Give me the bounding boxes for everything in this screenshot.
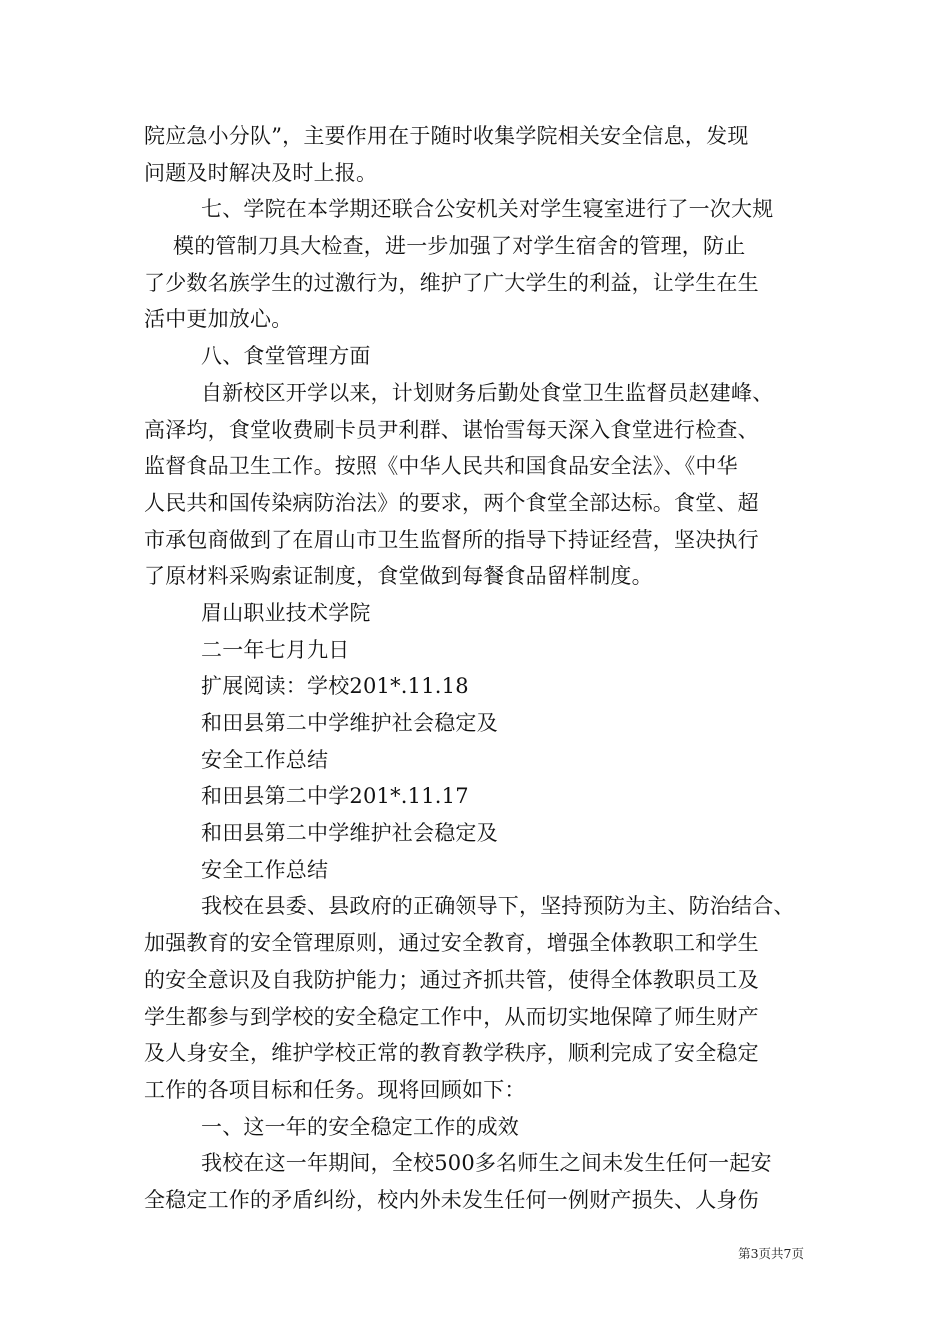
title-line: 安全工作总结 <box>201 857 329 882</box>
section-heading: 一、这一年的安全稳定工作的成效 <box>201 1114 519 1139</box>
body-line: 工作的各项目标和任务。现将回顾如下： <box>144 1077 526 1102</box>
author-date-line: 和田县第二中学201*.11.17 <box>201 784 469 809</box>
body-line: 加强教育的安全管理原则，通过安全教育，增强全体教职工和学生 <box>144 931 759 956</box>
title-line: 和田县第二中学维护社会稳定及 <box>201 821 498 846</box>
body-line: 学生都参与到学校的安全稳定工作中，从而切实地保障了师生财产 <box>144 1004 759 1029</box>
body-line: 院应急小分队”，主要作用在于随时收集学院相关安全信息，发现 <box>144 124 749 148</box>
signature-org: 眉山职业技术学院 <box>201 600 371 625</box>
paragraph-start: 自新校区开学以来，计划财务后勤处食堂卫生监督员赵建峰、 <box>201 380 774 405</box>
body-line: 了原材料采购索证制度，食堂做到每餐食品留样制度。 <box>144 564 653 589</box>
paragraph-start: 我校在县委、县政府的正确领导下，坚持预防为主、防治结合、 <box>201 894 795 919</box>
body-line: 监督食品卫生工作。按照《中华人民共和国食品安全法》、《中华 <box>144 454 738 479</box>
body-line: 问题及时解决及时上报。 <box>144 160 378 185</box>
section-heading: 八、食堂管理方面 <box>201 344 371 369</box>
body-line: 了少数名族学生的过激行为，维护了广大学生的利益，让学生在生 <box>144 270 759 295</box>
section-line: 七、学院在本学期还联合公安机关对学生寝室进行了一次大规 <box>201 197 774 222</box>
body-line: 人民共和国传染病防治法》的要求，两个食堂全部达标。食堂、超 <box>144 490 759 515</box>
signature-date: 二一年七月九日 <box>201 637 350 662</box>
title-line: 和田县第二中学维护社会稳定及 <box>201 711 498 735</box>
body-line: 及人身安全，维护学校正常的教育教学秩序，顺利完成了安全稳定 <box>144 1041 759 1066</box>
body-line: 全稳定工作的矛盾纠纷，校内外未发生任何一例财产损失、人身伤 <box>144 1187 759 1212</box>
body-line: 的安全意识及自我防护能力；通过齐抓共管，使得全体教职员工及 <box>144 967 759 992</box>
body-line: 活中更加放心。 <box>144 307 293 332</box>
page-number: 第3页共7页 <box>738 1246 804 1261</box>
document-body <box>144 118 824 1219</box>
paragraph-start: 我校在这一年期间，全校500多名师生之间未发生任何一起安 <box>201 1151 772 1176</box>
title-line: 安全工作总结 <box>201 747 329 772</box>
body-line: 市承包商做到了在眉山市卫生监督所的指导下持证经营，坚决执行 <box>144 527 759 552</box>
extended-reading: 扩展阅读：学校201*.11.18 <box>201 674 469 699</box>
body-line: 高泽均，食堂收费刷卡员尹利群、谌怡雪每天深入食堂进行检查、 <box>144 417 759 442</box>
body-line: 模的管制刀具大检查，进一步加强了对学生宿舍的管理，防止 <box>173 234 746 259</box>
